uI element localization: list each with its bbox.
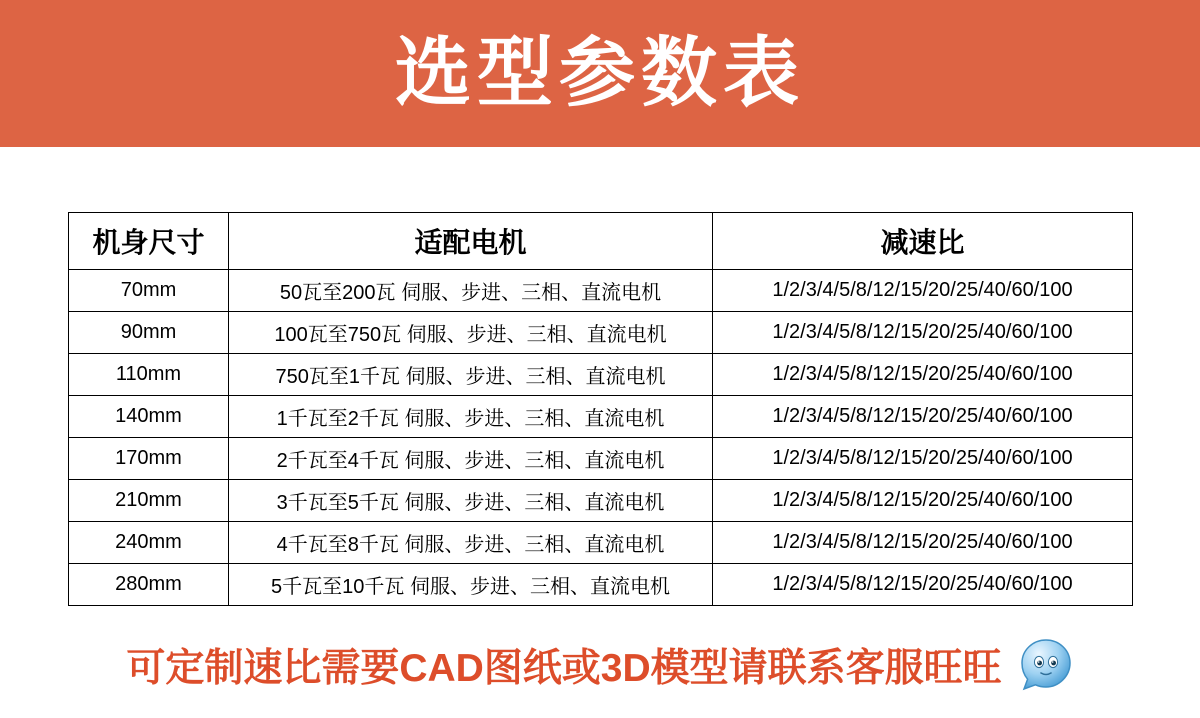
column-header-motor: 适配电机 xyxy=(229,213,713,270)
cell-ratio: 1/2/3/4/5/8/12/15/20/25/40/60/100 xyxy=(713,522,1133,564)
cell-ratio: 1/2/3/4/5/8/12/15/20/25/40/60/100 xyxy=(713,480,1133,522)
footer-note-bar xyxy=(0,612,1200,718)
cell-size: 240mm xyxy=(69,522,229,564)
cell-ratio: 1/2/3/4/5/8/12/15/20/25/40/60/100 xyxy=(713,564,1133,606)
cell-ratio: 1/2/3/4/5/8/12/15/20/25/40/60/100 xyxy=(713,396,1133,438)
cell-size: 280mm xyxy=(69,564,229,606)
cell-motor: 50瓦至200瓦 伺服、步进、三相、直流电机 xyxy=(229,270,713,312)
table-row xyxy=(69,396,1133,438)
table-row xyxy=(69,312,1133,354)
cell-ratio: 1/2/3/4/5/8/12/15/20/25/40/60/100 xyxy=(713,312,1133,354)
cell-motor: 5千瓦至10千瓦 伺服、步进、三相、直流电机 xyxy=(229,564,713,606)
table-row xyxy=(69,354,1133,396)
cell-size: 170mm xyxy=(69,438,229,480)
column-header-size: 机身尺寸 xyxy=(69,213,229,270)
cell-ratio: 1/2/3/4/5/8/12/15/20/25/40/60/100 xyxy=(713,438,1133,480)
table-row xyxy=(69,480,1133,522)
cell-motor: 100瓦至750瓦 伺服、步进、三相、直流电机 xyxy=(229,312,713,354)
header-banner xyxy=(0,0,1200,147)
cell-ratio: 1/2/3/4/5/8/12/15/20/25/40/60/100 xyxy=(713,270,1133,312)
cell-motor: 1千瓦至2千瓦 伺服、步进、三相、直流电机 xyxy=(229,396,713,438)
footer-note-text: 可定制速比需要CAD图纸或3D模型请联系客服旺旺 xyxy=(126,647,1002,690)
spec-table-container xyxy=(68,212,1132,606)
cell-ratio: 1/2/3/4/5/8/12/15/20/25/40/60/100 xyxy=(713,354,1133,396)
footer-note-inner xyxy=(126,637,1073,693)
cell-motor: 2千瓦至4千瓦 伺服、步进、三相、直流电机 xyxy=(229,438,713,480)
table-header-row xyxy=(69,213,1133,270)
cell-size: 70mm xyxy=(69,270,229,312)
cell-motor: 3千瓦至5千瓦 伺服、步进、三相、直流电机 xyxy=(229,480,713,522)
table-row xyxy=(69,270,1133,312)
cell-size: 210mm xyxy=(69,480,229,522)
column-header-ratio: 减速比 xyxy=(713,213,1133,270)
table-row xyxy=(69,438,1133,480)
page-title: 选型参数表 xyxy=(395,30,805,116)
table-row xyxy=(69,522,1133,564)
wangwang-icon xyxy=(1018,637,1074,693)
cell-size: 90mm xyxy=(69,312,229,354)
cell-motor: 4千瓦至8千瓦 伺服、步进、三相、直流电机 xyxy=(229,522,713,564)
cell-motor: 750瓦至1千瓦 伺服、步进、三相、直流电机 xyxy=(229,354,713,396)
table-row xyxy=(69,564,1133,606)
cell-size: 110mm xyxy=(69,354,229,396)
cell-size: 140mm xyxy=(69,396,229,438)
spec-table xyxy=(68,212,1133,606)
